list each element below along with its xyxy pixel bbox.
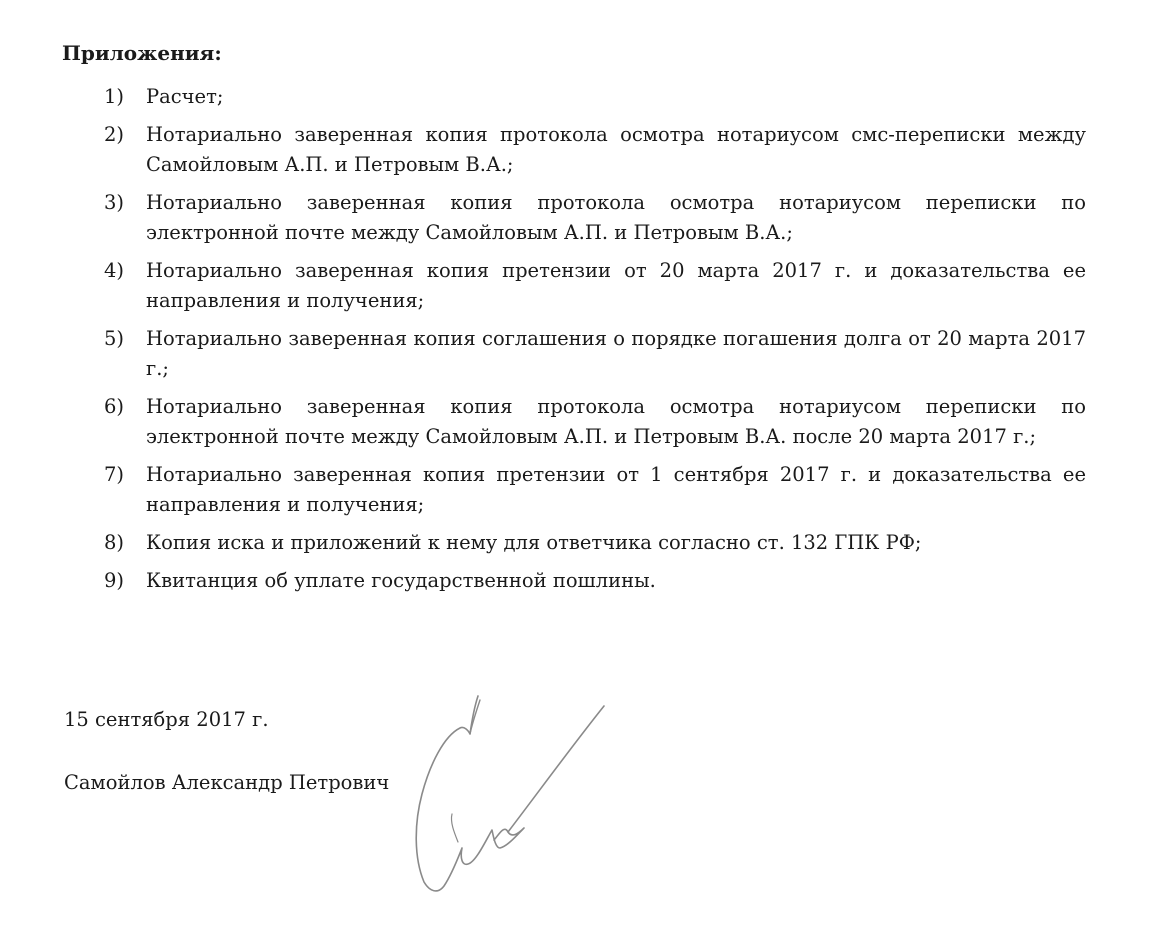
list-item <box>96 188 1086 248</box>
item-text: Нотариально заверенная копия протокола осмотра нотариусом смс-переписки между Самойловым А.П. и Петровым В.А.; <box>146 123 1086 176</box>
item-number: 5) <box>104 327 125 350</box>
list-item <box>96 528 1086 558</box>
list-item <box>96 120 1086 180</box>
signer-name: Самойлов Александр Петрович <box>64 771 390 794</box>
item-number: 2) <box>104 123 125 146</box>
item-text: Нотариально заверенная копия протокола осмотра нотариусом переписки по электронной почте между Самойловым А.П. и Петровым В.А.; <box>146 191 1086 244</box>
item-text: Нотариально заверенная копия претензии от 1 сентября 2017 г. и доказательства ее направления и получения; <box>146 463 1086 516</box>
item-number: 3) <box>104 191 125 214</box>
item-text: Квитанция об уплате государственной пошлины. <box>146 569 656 592</box>
item-text: Копия иска и приложений к нему для ответчика согласно ст. 132 ГПК РФ; <box>146 531 922 554</box>
item-number: 8) <box>104 531 125 554</box>
handwritten-signature <box>400 690 620 900</box>
list-item <box>96 460 1086 520</box>
item-text: Нотариально заверенная копия претензии от 20 марта 2017 г. и доказательства ее направления и получения; <box>146 259 1086 312</box>
item-text: Нотариально заверенная копия соглашения о порядке погашения долга от 20 марта 2017 г.; <box>146 327 1086 380</box>
document-date: 15 сентября 2017 г. <box>64 708 269 731</box>
list-item <box>96 82 1086 112</box>
list-item <box>96 566 1086 596</box>
list-item <box>96 324 1086 384</box>
item-number: 1) <box>104 85 125 108</box>
list-item <box>96 256 1086 316</box>
item-number: 7) <box>104 463 125 486</box>
item-number: 9) <box>104 569 125 592</box>
item-text: Нотариально заверенная копия протокола осмотра нотариусом переписки по электронной почте между Самойловым А.П. и Петровым В.А. после 20 марта 2017 г.; <box>146 395 1086 448</box>
attachments-heading: Приложения: <box>62 41 222 65</box>
attachments-list <box>96 82 1086 604</box>
item-text: Расчет; <box>146 85 224 108</box>
item-number: 4) <box>104 259 125 282</box>
item-number: 6) <box>104 395 125 418</box>
list-item <box>96 392 1086 452</box>
